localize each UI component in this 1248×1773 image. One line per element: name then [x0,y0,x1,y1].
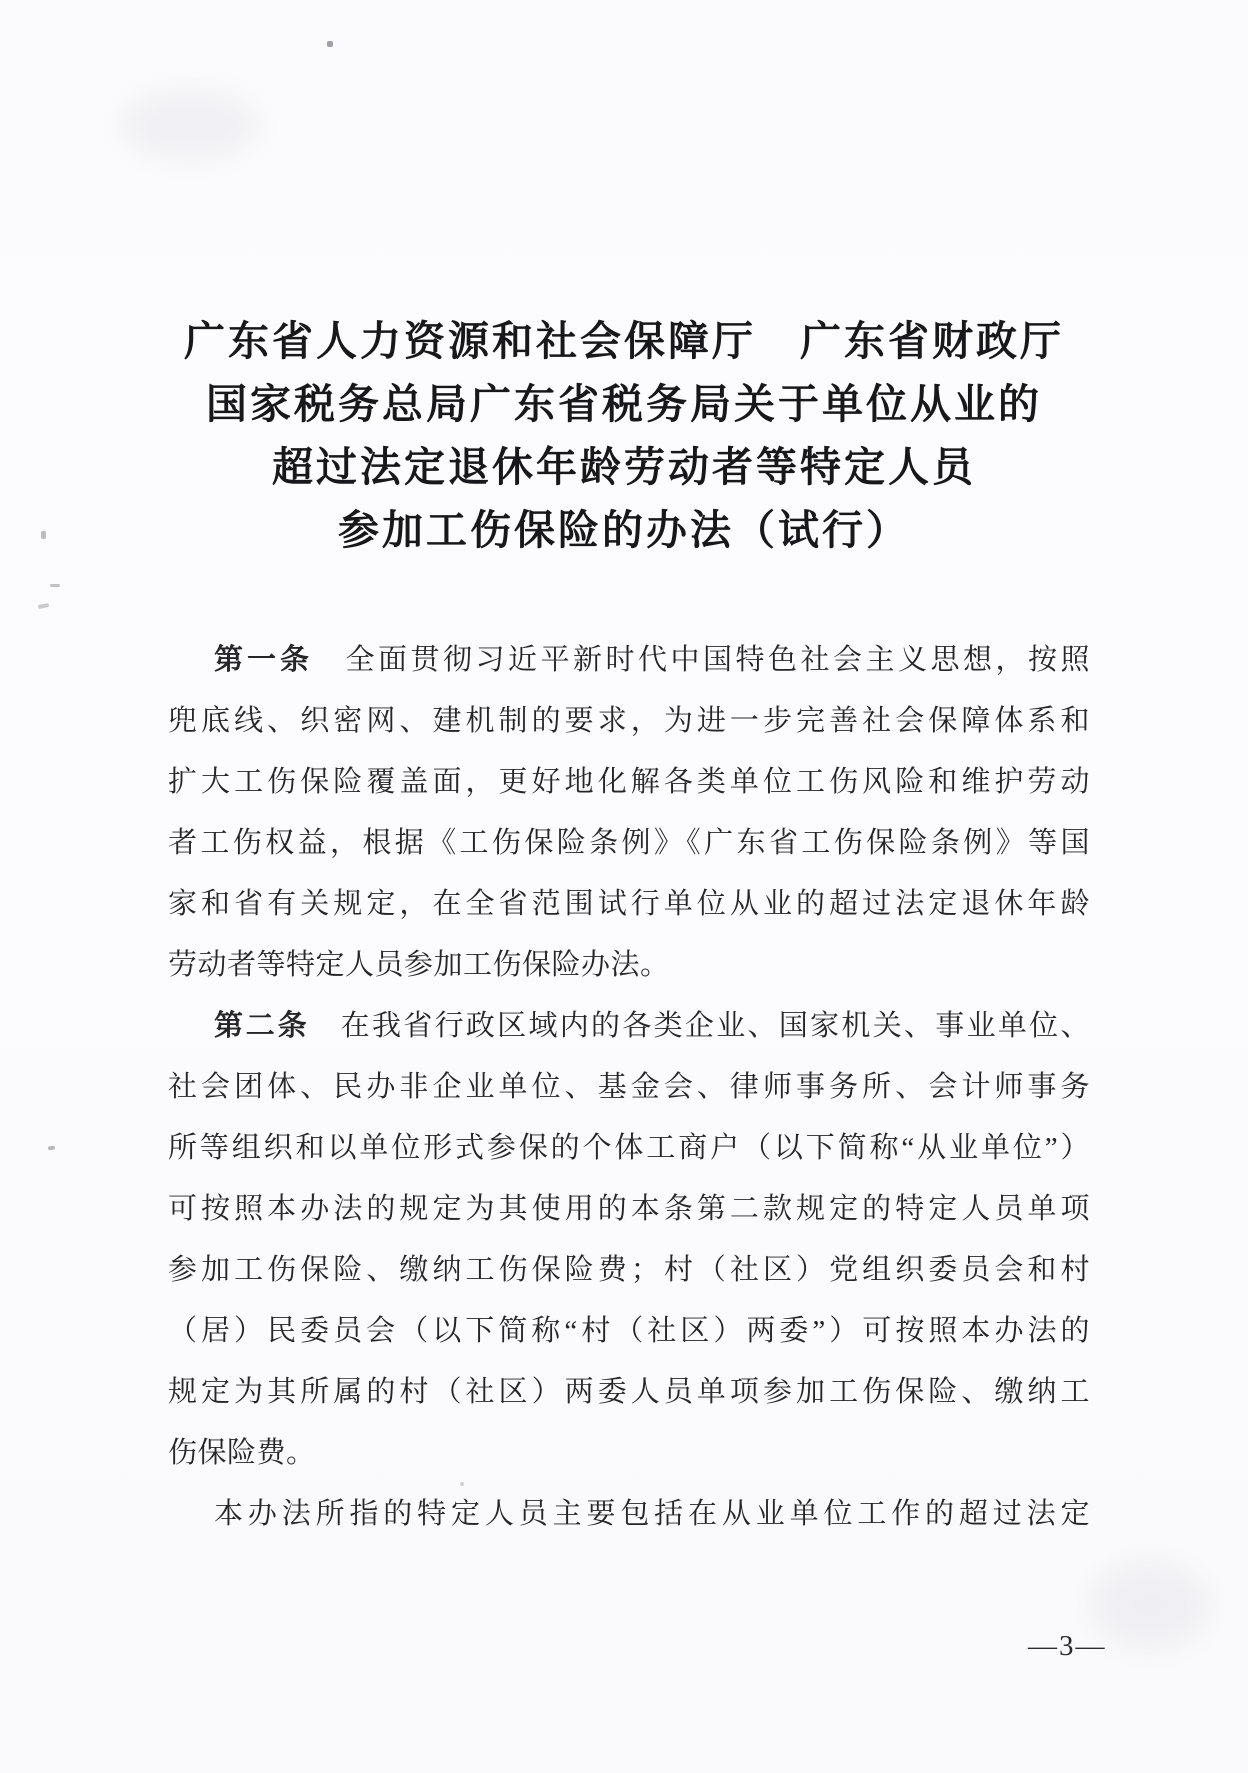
body-text-line: 第二条 在我省行政区域内的各类企业、国家机关、事业单位、 [214,1010,1090,1042]
body-text-line: 参加工伤保险、缴纳工伤保险费；村（社区）党组织委员会和村 [168,1254,1090,1286]
body-text-line: （居）民委员会（以下简称“村（社区）两委”）可按照本办法的 [168,1315,1090,1347]
document-body [168,630,1090,1545]
scan-blotch [1090,1560,1210,1650]
scan-blotch [120,90,260,160]
title-line: 参加工伤保险的办法（试行） [338,507,910,553]
body-text-line: 本办法所指的特定人员主要包括在从业单位工作的超过法定 [214,1498,1090,1530]
body-text-line: 者工伤权益，根据《工伤保险条例》《广东省工伤保险条例》等国 [168,827,1090,859]
body-text-line: 可按照本办法的规定为其使用的本条第二款规定的特定人员单项 [168,1193,1090,1225]
body-text-line: 第一条 全面贯彻习近平新时代中国特色社会主义思想，按照 [214,644,1090,676]
body-text-line: 所等组织和以单位形式参保的个体工商户（以下简称“从业单位”） [168,1132,1090,1164]
document-title [0,310,1248,562]
scan-speck [50,584,60,587]
body-text-line: 伤保险费。 [168,1437,316,1469]
page-number: —3— [1028,1630,1107,1662]
scan-speck [38,603,50,609]
scan-speck [41,531,46,539]
body-text-line: 扩大工伤保险覆盖面，更好地化解各类单位工伤风险和维护劳动 [168,766,1090,798]
body-text-line: 规定为其所属的村（社区）两委人员单项参加工伤保险、缴纳工 [168,1376,1090,1408]
body-text-line: 家和省有关规定，在全省范围试行单位从业的超过法定退休年龄 [168,888,1090,920]
scan-speck [327,41,333,47]
title-line: 国家税务总局广东省税务局关于单位从业的 [206,381,1042,427]
body-text-line: 社会团体、民办非企业单位、基金会、律师事务所、会计师事务 [168,1071,1090,1103]
title-line: 广东省人力资源和社会保障厅 广东省财政厅 [184,318,1064,364]
body-text-line: 劳动者等特定人员参加工伤保险办法。 [168,949,670,981]
scan-speck [460,1482,464,1486]
title-line: 超过法定退休年龄劳动者等特定人员 [272,444,976,490]
scan-speck [48,1146,55,1151]
body-text-line: 兜底线、织密网、建机制的要求，为进一步完善社会保障体系和 [168,705,1090,737]
